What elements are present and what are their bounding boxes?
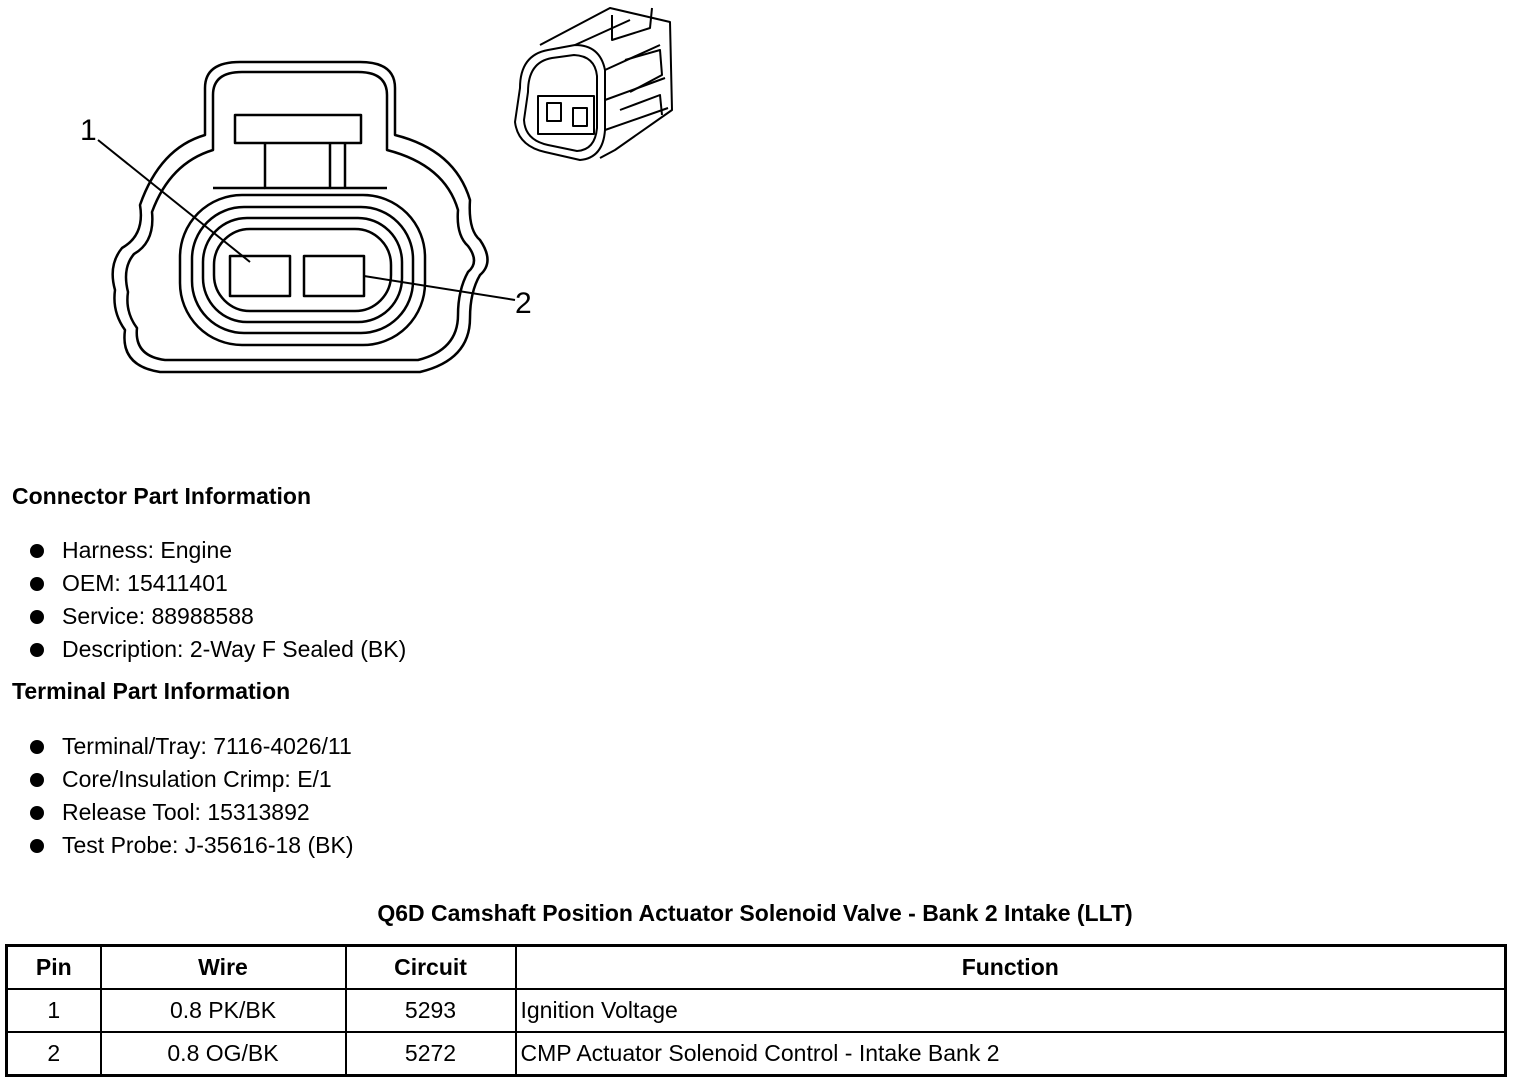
- cell-circuit: 5272: [346, 1032, 516, 1076]
- cell-wire: 0.8 OG/BK: [101, 1032, 346, 1076]
- connector-info-list: [0, 536, 406, 668]
- bullet-icon: [30, 610, 44, 624]
- list-item: [0, 798, 353, 831]
- pin-table: [5, 944, 1507, 1077]
- bullet-icon: [30, 740, 44, 754]
- list-item: [0, 831, 353, 864]
- cell-function: CMP Actuator Solenoid Control - Intake Bank 2: [516, 1032, 1506, 1076]
- cell-wire: 0.8 PK/BK: [101, 989, 346, 1032]
- bullet-icon: [30, 544, 44, 558]
- terminal-info-title: Terminal Part Information: [12, 678, 291, 704]
- header-circuit: Circuit: [346, 946, 516, 990]
- cell-pin: 1: [7, 989, 101, 1032]
- list-item-text: Core/Insulation Crimp: E/1: [62, 766, 332, 792]
- connector-illustration: [0, 0, 700, 420]
- callout-2-leader: [364, 276, 515, 300]
- header-function: Function: [516, 946, 1506, 990]
- callout-1: 1: [80, 114, 97, 147]
- list-item-text: Description: 2-Way F Sealed (BK): [62, 636, 407, 662]
- list-item: [0, 765, 353, 798]
- list-item: [0, 602, 406, 635]
- pin-1-cavity: [230, 256, 290, 296]
- table-row: [7, 989, 1506, 1032]
- list-item: [0, 635, 406, 668]
- list-item-text: Test Probe: J-35616-18 (BK): [62, 832, 354, 858]
- list-item-text: Terminal/Tray: 7116-4026/11: [62, 733, 352, 759]
- list-item-text: OEM: 15411401: [62, 570, 228, 596]
- bullet-icon: [30, 806, 44, 820]
- callout-2: 2: [515, 287, 532, 320]
- table-row: [7, 1032, 1506, 1076]
- list-item-text: Harness: Engine: [62, 537, 233, 563]
- bullet-icon: [30, 839, 44, 853]
- list-item: [0, 569, 406, 602]
- connector-face-view: [98, 62, 515, 372]
- bullet-icon: [30, 577, 44, 591]
- bullet-icon: [30, 773, 44, 787]
- list-item-text: Service: 88988588: [62, 603, 254, 629]
- connector-info-title: Connector Part Information: [12, 483, 312, 509]
- list-item-text: Release Tool: 15313892: [62, 799, 310, 825]
- pin-2-cavity: [304, 256, 364, 296]
- pin-table-caption: Q6D Camshaft Position Actuator Solenoid Valve - Bank 2 Intake (LLT): [377, 900, 1133, 926]
- header-pin: Pin: [7, 946, 101, 990]
- cell-function: Ignition Voltage: [516, 989, 1506, 1032]
- list-item: [0, 536, 406, 569]
- cell-pin: 2: [7, 1032, 101, 1076]
- connector-isometric-view: [515, 8, 672, 160]
- callout-1-leader: [98, 140, 250, 262]
- list-item: [0, 732, 353, 765]
- header-wire: Wire: [101, 946, 346, 990]
- table-header-row: [7, 946, 1506, 990]
- terminal-info-list: [0, 732, 353, 864]
- bullet-icon: [30, 643, 44, 657]
- cell-circuit: 5293: [346, 989, 516, 1032]
